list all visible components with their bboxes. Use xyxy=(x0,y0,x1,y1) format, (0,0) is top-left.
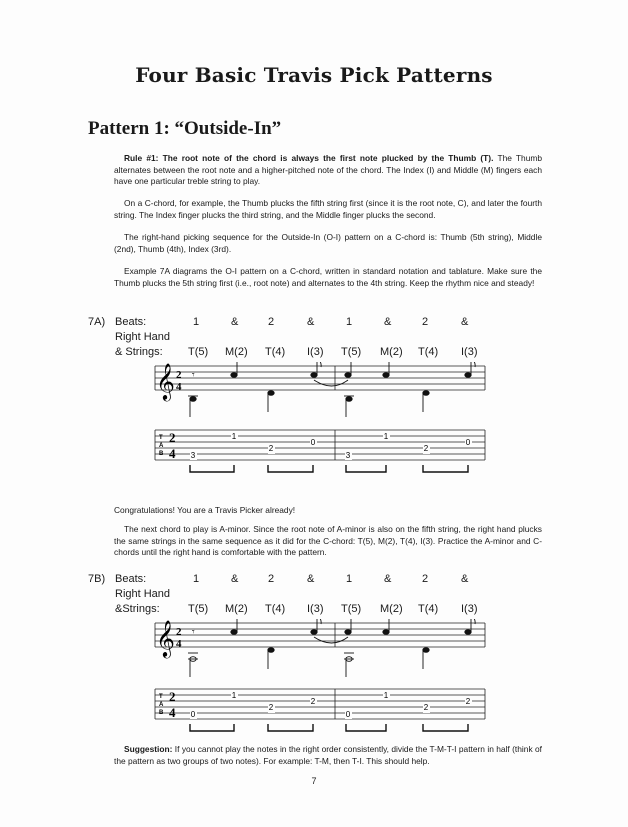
svg-text:1: 1 xyxy=(383,691,389,700)
string-label: I(3) xyxy=(461,603,478,615)
tab-rhythm-beams xyxy=(190,724,468,731)
congratulations-text: Congratulations! You are a Travis Picker already! xyxy=(114,505,296,515)
example-7a-label: 7A) xyxy=(88,316,106,328)
string-label: I(3) xyxy=(307,346,324,358)
beat-and: & xyxy=(384,316,392,328)
beat-2: 2 xyxy=(422,573,429,585)
suggestion-paragraph xyxy=(114,744,542,767)
eighth-rest-icon: 𝄾 xyxy=(192,370,195,381)
rule-bold-text: Rule #1: The root note of the chord is always the first note plucked by the Thumb (T). xyxy=(124,153,494,163)
svg-text:2: 2 xyxy=(268,444,274,453)
notes-measure-2 xyxy=(344,619,475,677)
treble-clef-icon: 𝄞 xyxy=(156,362,175,400)
beats-label: Beats: xyxy=(115,316,147,328)
tab-letters xyxy=(159,694,164,716)
svg-text:2: 2 xyxy=(310,697,316,706)
time-sig-top: 2 xyxy=(176,626,182,638)
beat-and: & xyxy=(307,573,315,585)
suggestion-text: If you cannot play the notes in the right order consistently, divide the T-M-T-I pattern in half (think of the pattern as two groups of two notes). For example: T-M, then T-I. This should help. xyxy=(114,744,543,766)
example-paragraph xyxy=(114,266,542,289)
svg-text:A: A xyxy=(159,443,164,449)
c-chord-paragraph xyxy=(114,198,542,221)
svg-text:0: 0 xyxy=(345,710,351,719)
svg-text:2: 2 xyxy=(169,430,176,445)
example-7b-label: 7B) xyxy=(88,573,106,585)
strings-label: & Strings: xyxy=(115,346,163,358)
rule-paragraph xyxy=(114,153,542,188)
svg-text:0: 0 xyxy=(190,710,196,719)
beat-1: 1 xyxy=(193,316,200,328)
time-sig-bottom: 4 xyxy=(176,381,182,393)
beat-and: & xyxy=(461,573,469,585)
example-text: Example 7A diagrams the O-I pattern on a C-chord, written in standard notation and tablature. Make sure the Thumb plucks the 5th string first (i.e., root note) and alternates to the 4th string. Keep the rhythm nice and steady! xyxy=(114,266,542,288)
string-label: T(4) xyxy=(418,603,439,615)
beats-label: Beats: xyxy=(115,573,147,585)
right-hand-label: Right Hand xyxy=(115,331,171,343)
time-sig-top: 2 xyxy=(176,369,182,381)
svg-text:2: 2 xyxy=(169,689,176,704)
time-sig-bottom: 4 xyxy=(176,638,182,650)
beat-and: & xyxy=(307,316,315,328)
sequence-paragraph xyxy=(114,232,542,255)
aminor-paragraph xyxy=(114,524,542,559)
svg-text:1: 1 xyxy=(231,691,237,700)
tab-rhythm-beams xyxy=(190,465,468,472)
page-title: Four Basic Travis Pick Patterns xyxy=(135,63,493,87)
svg-text:B: B xyxy=(159,451,164,457)
beat-and: & xyxy=(231,316,239,328)
eighth-rest-icon: 𝄾 xyxy=(192,627,195,638)
string-label: T(4) xyxy=(265,346,286,358)
example-7b-notation xyxy=(150,619,490,741)
tab-letters xyxy=(159,435,164,457)
beat-2: 2 xyxy=(422,316,429,328)
aminor-text: The next chord to play is A-minor. Since the root note of A-minor is also on the fifth string, the right hand plucks the same strings in the same sequence as it did for the C-chord: T(5), M(2), T(4), I(3). Practice the A-minor and C-chords until the right hand is comfortable with the pattern. xyxy=(114,524,542,558)
svg-text:2: 2 xyxy=(423,703,429,712)
rule-body-text: The Thumb alternates between the root note and a higher-pitched note of the chord. The Index (I) and Middle (M) fingers each have one particular treble string to play. xyxy=(114,153,542,187)
string-label: M(2) xyxy=(225,603,248,615)
notes-measure-1 xyxy=(188,619,321,677)
string-label: T(5) xyxy=(341,603,362,615)
music-staff xyxy=(155,623,485,647)
svg-text:T: T xyxy=(159,694,163,700)
beat-1: 1 xyxy=(346,316,353,328)
tie-arc xyxy=(314,637,348,643)
svg-text:B: B xyxy=(159,710,164,716)
svg-text:4: 4 xyxy=(169,705,176,720)
example-7a-notation xyxy=(150,362,490,482)
beat-1: 1 xyxy=(346,573,353,585)
sequence-text: The right-hand picking sequence for the Outside-In (O-I) pattern on a C-chord is: Thumb (5th string), Middle (2nd), Thumb (4th), Index (3rd). xyxy=(114,232,542,254)
string-label: T(5) xyxy=(188,603,209,615)
pattern-heading: Pattern 1: “Outside-In” xyxy=(88,118,282,139)
svg-text:2: 2 xyxy=(268,703,274,712)
notes-measure-2 xyxy=(344,362,475,417)
string-label: M(2) xyxy=(225,346,248,358)
tab-staff xyxy=(155,430,485,460)
page-number: 7 xyxy=(311,776,317,786)
string-label: T(4) xyxy=(265,603,286,615)
svg-text:2: 2 xyxy=(465,697,471,706)
beat-2: 2 xyxy=(268,316,275,328)
beat-2: 2 xyxy=(268,573,275,585)
treble-clef-icon: 𝄞 xyxy=(156,619,175,657)
string-label: I(3) xyxy=(461,346,478,358)
string-label: T(5) xyxy=(341,346,362,358)
string-label: M(2) xyxy=(380,603,403,615)
strings-label: &Strings: xyxy=(115,603,160,615)
music-staff xyxy=(155,366,485,390)
svg-text:3: 3 xyxy=(345,451,351,460)
notes-measure-1 xyxy=(188,362,321,417)
string-label: M(2) xyxy=(380,346,403,358)
string-label: T(5) xyxy=(188,346,209,358)
string-label: T(4) xyxy=(418,346,439,358)
svg-text:T: T xyxy=(159,435,163,441)
svg-text:0: 0 xyxy=(465,438,471,447)
svg-text:1: 1 xyxy=(231,432,237,441)
svg-text:3: 3 xyxy=(190,451,196,460)
svg-text:2: 2 xyxy=(423,444,429,453)
string-label: I(3) xyxy=(307,603,324,615)
svg-text:0: 0 xyxy=(310,438,316,447)
beat-and: & xyxy=(231,573,239,585)
beat-1: 1 xyxy=(193,573,200,585)
beat-and: & xyxy=(461,316,469,328)
svg-text:4: 4 xyxy=(169,446,176,461)
svg-text:A: A xyxy=(159,702,164,708)
c-chord-text: On a C-chord, for example, the Thumb plucks the fifth string first (since it is the root note, C), and later the fourth string. The Index finger plucks the third string, and the Middle finger plucks the second. xyxy=(114,198,542,220)
right-hand-label: Right Hand xyxy=(115,588,171,600)
suggestion-label: Suggestion: xyxy=(124,744,173,754)
tie-arc xyxy=(314,380,348,386)
beat-and: & xyxy=(384,573,392,585)
tab-staff xyxy=(155,689,485,719)
svg-text:1: 1 xyxy=(383,432,389,441)
